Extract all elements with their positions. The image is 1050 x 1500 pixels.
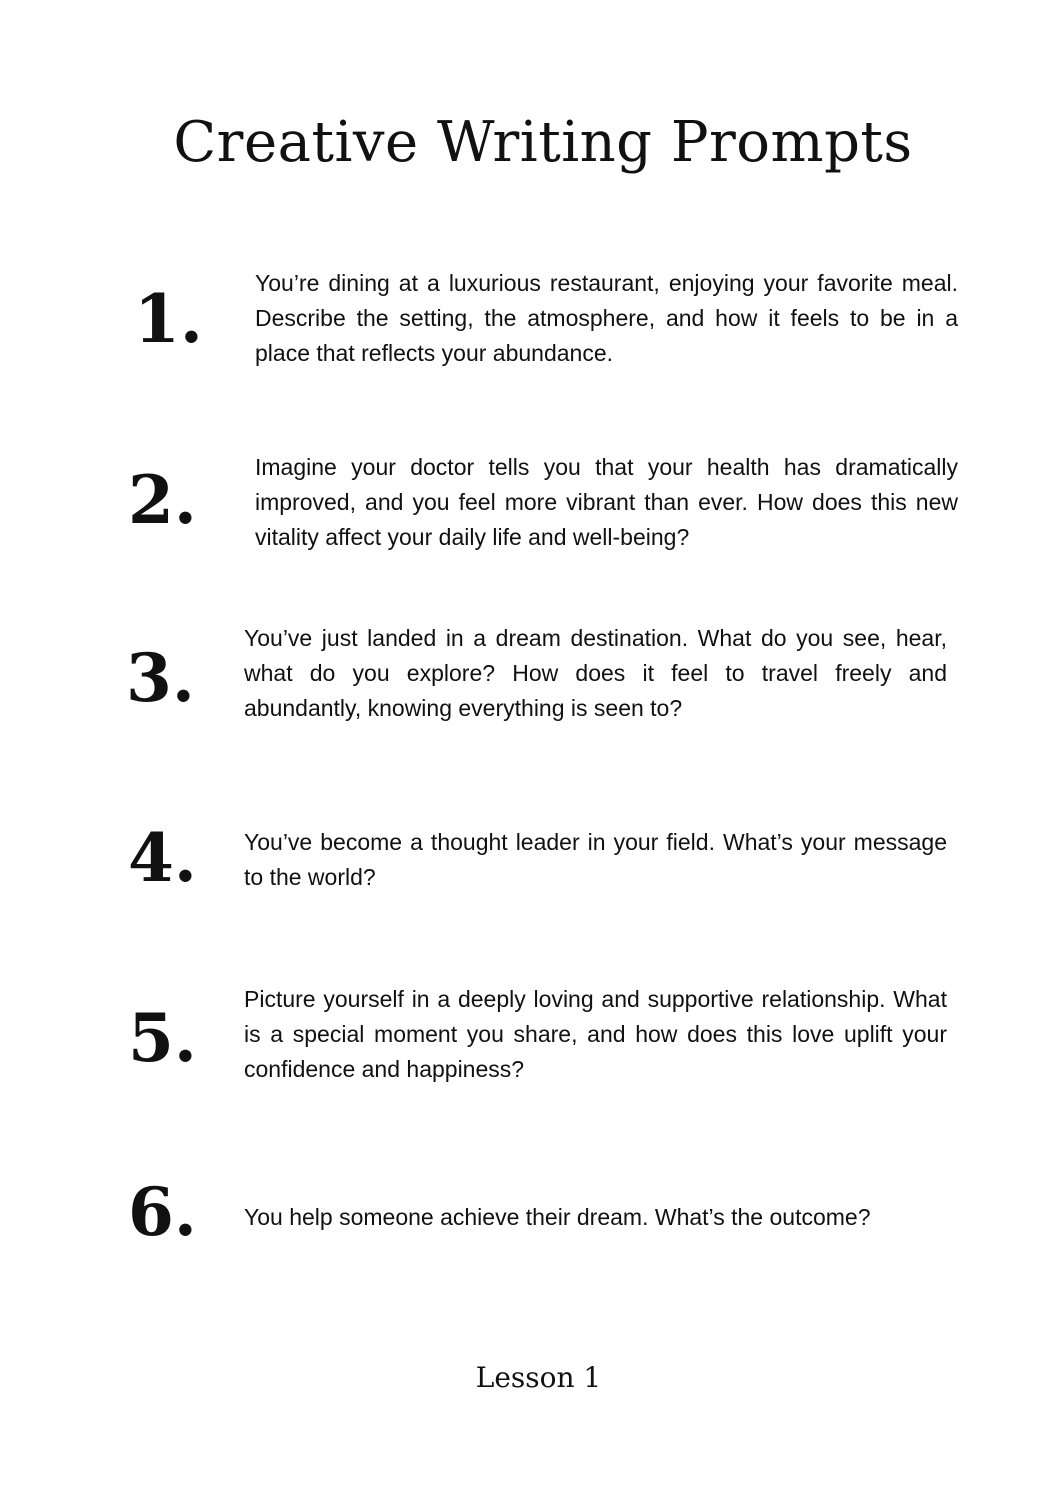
prompt-number-2: 2.	[128, 461, 197, 539]
prompt-number-1: 1.	[134, 280, 203, 358]
lesson-label: Lesson 1	[475, 1361, 602, 1394]
prompt-text-6: You help someone achieve their dream. What’s the outcome?	[244, 1204, 871, 1230]
prompt-text-3: You’ve just landed in a dream destination. What do you see, hear, what do you explore? How does it feel to travel freely and abundantly, knowing everything is seen to?	[244, 625, 947, 721]
prompt-number-6: 6.	[128, 1173, 197, 1251]
prompt-text-4: You’ve become a thought leader in your field. What’s your message to the world?	[244, 829, 947, 890]
prompt-number-3: 3.	[126, 639, 195, 717]
prompt-number-4: 4.	[128, 819, 197, 897]
prompt-number-5: 5.	[128, 999, 197, 1077]
prompt-text-5: Picture yourself in a deeply loving and supportive relationship. What is a special moment you share, and how does this love uplift your confidence and happiness?	[244, 986, 947, 1082]
prompt-text-1: You’re dining at a luxurious restaurant, enjoying your favorite meal. Describe the setting, the atmosphere, and how it feels to be in a place that reflects your abundance.	[255, 270, 958, 366]
page-title: Creative Writing Prompts	[173, 110, 913, 175]
prompt-text-2: Imagine your doctor tells you that your health has dramatically improved, and you feel more vibrant than ever. How does this new vitality affect your daily life and well-being?	[255, 454, 958, 550]
